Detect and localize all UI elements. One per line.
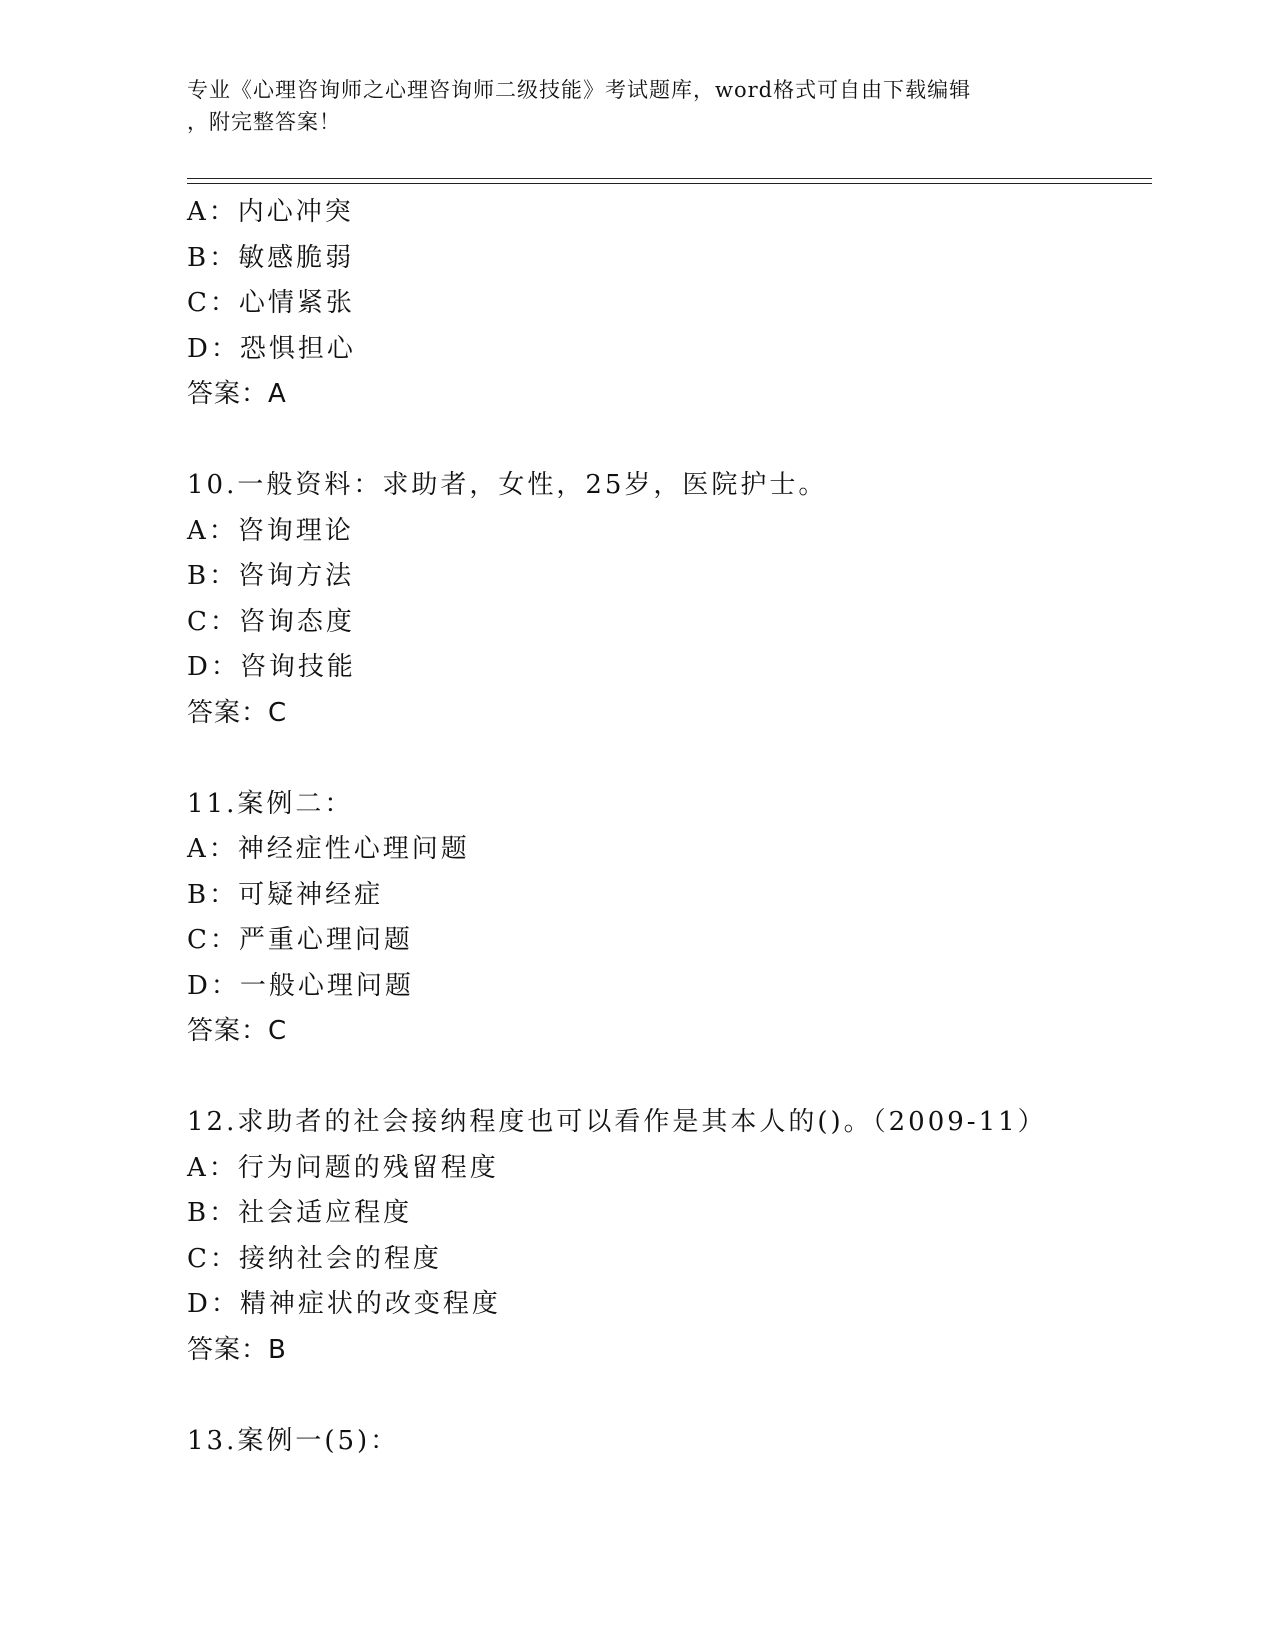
answer-line: 答案：B	[187, 1334, 287, 1365]
header-line-1: 专业《心理咨询师之心理咨询师二级技能》考试题库，word格式可自由下载编辑	[187, 78, 972, 102]
question-10	[187, 463, 1147, 736]
option-d: D：一般心理问题	[187, 970, 414, 1001]
question-9	[187, 190, 1147, 418]
option-b: B：可疑神经症	[187, 879, 384, 910]
spacer	[187, 736, 1147, 782]
option-c: C：心情紧张	[187, 288, 355, 318]
option-a: A：咨询理论	[187, 515, 354, 546]
header-divider-top	[187, 178, 1152, 179]
answer-line: 答案：C	[187, 1016, 288, 1046]
spacer	[187, 1055, 1147, 1101]
option-d: D：咨询技能	[187, 652, 356, 682]
question-13	[187, 1419, 1147, 1465]
option-d: D：精神症状的改变程度	[187, 1289, 501, 1319]
question-stem: 10.一般资料：求助者，女性，25岁，医院护士。	[187, 470, 828, 500]
question-11	[187, 782, 1147, 1055]
header-line-2: ，附完整答案！	[187, 110, 341, 134]
question-stem: 12.求助者的社会接纳程度也可以看作是其本人的()。（2009-11）	[187, 1107, 1047, 1137]
option-a: A：神经症性心理问题	[187, 834, 470, 864]
option-c: C：接纳社会的程度	[187, 1243, 442, 1274]
option-c: C：咨询态度	[187, 606, 355, 637]
option-a: A：内心冲突	[187, 197, 354, 227]
option-b: B：敏感脆弱	[187, 242, 355, 273]
answer-line: 答案：A	[187, 379, 287, 409]
option-b: B：咨询方法	[187, 561, 355, 591]
spacer	[187, 418, 1147, 464]
question-12	[187, 1100, 1147, 1373]
header-divider-bottom	[187, 183, 1152, 184]
question-stem: 13.案例一(5)：	[187, 1425, 400, 1456]
option-b: B：社会适应程度	[187, 1198, 413, 1228]
option-d: D：恐惧担心	[187, 333, 356, 364]
question-list	[187, 190, 1147, 1464]
option-c: C：严重心理问题	[187, 925, 413, 955]
answer-line: 答案：C	[187, 697, 288, 728]
question-stem: 11.案例二：	[187, 788, 354, 819]
spacer	[187, 1373, 1147, 1419]
option-a: A：行为问题的残留程度	[187, 1152, 499, 1183]
document-header	[187, 74, 1067, 138]
